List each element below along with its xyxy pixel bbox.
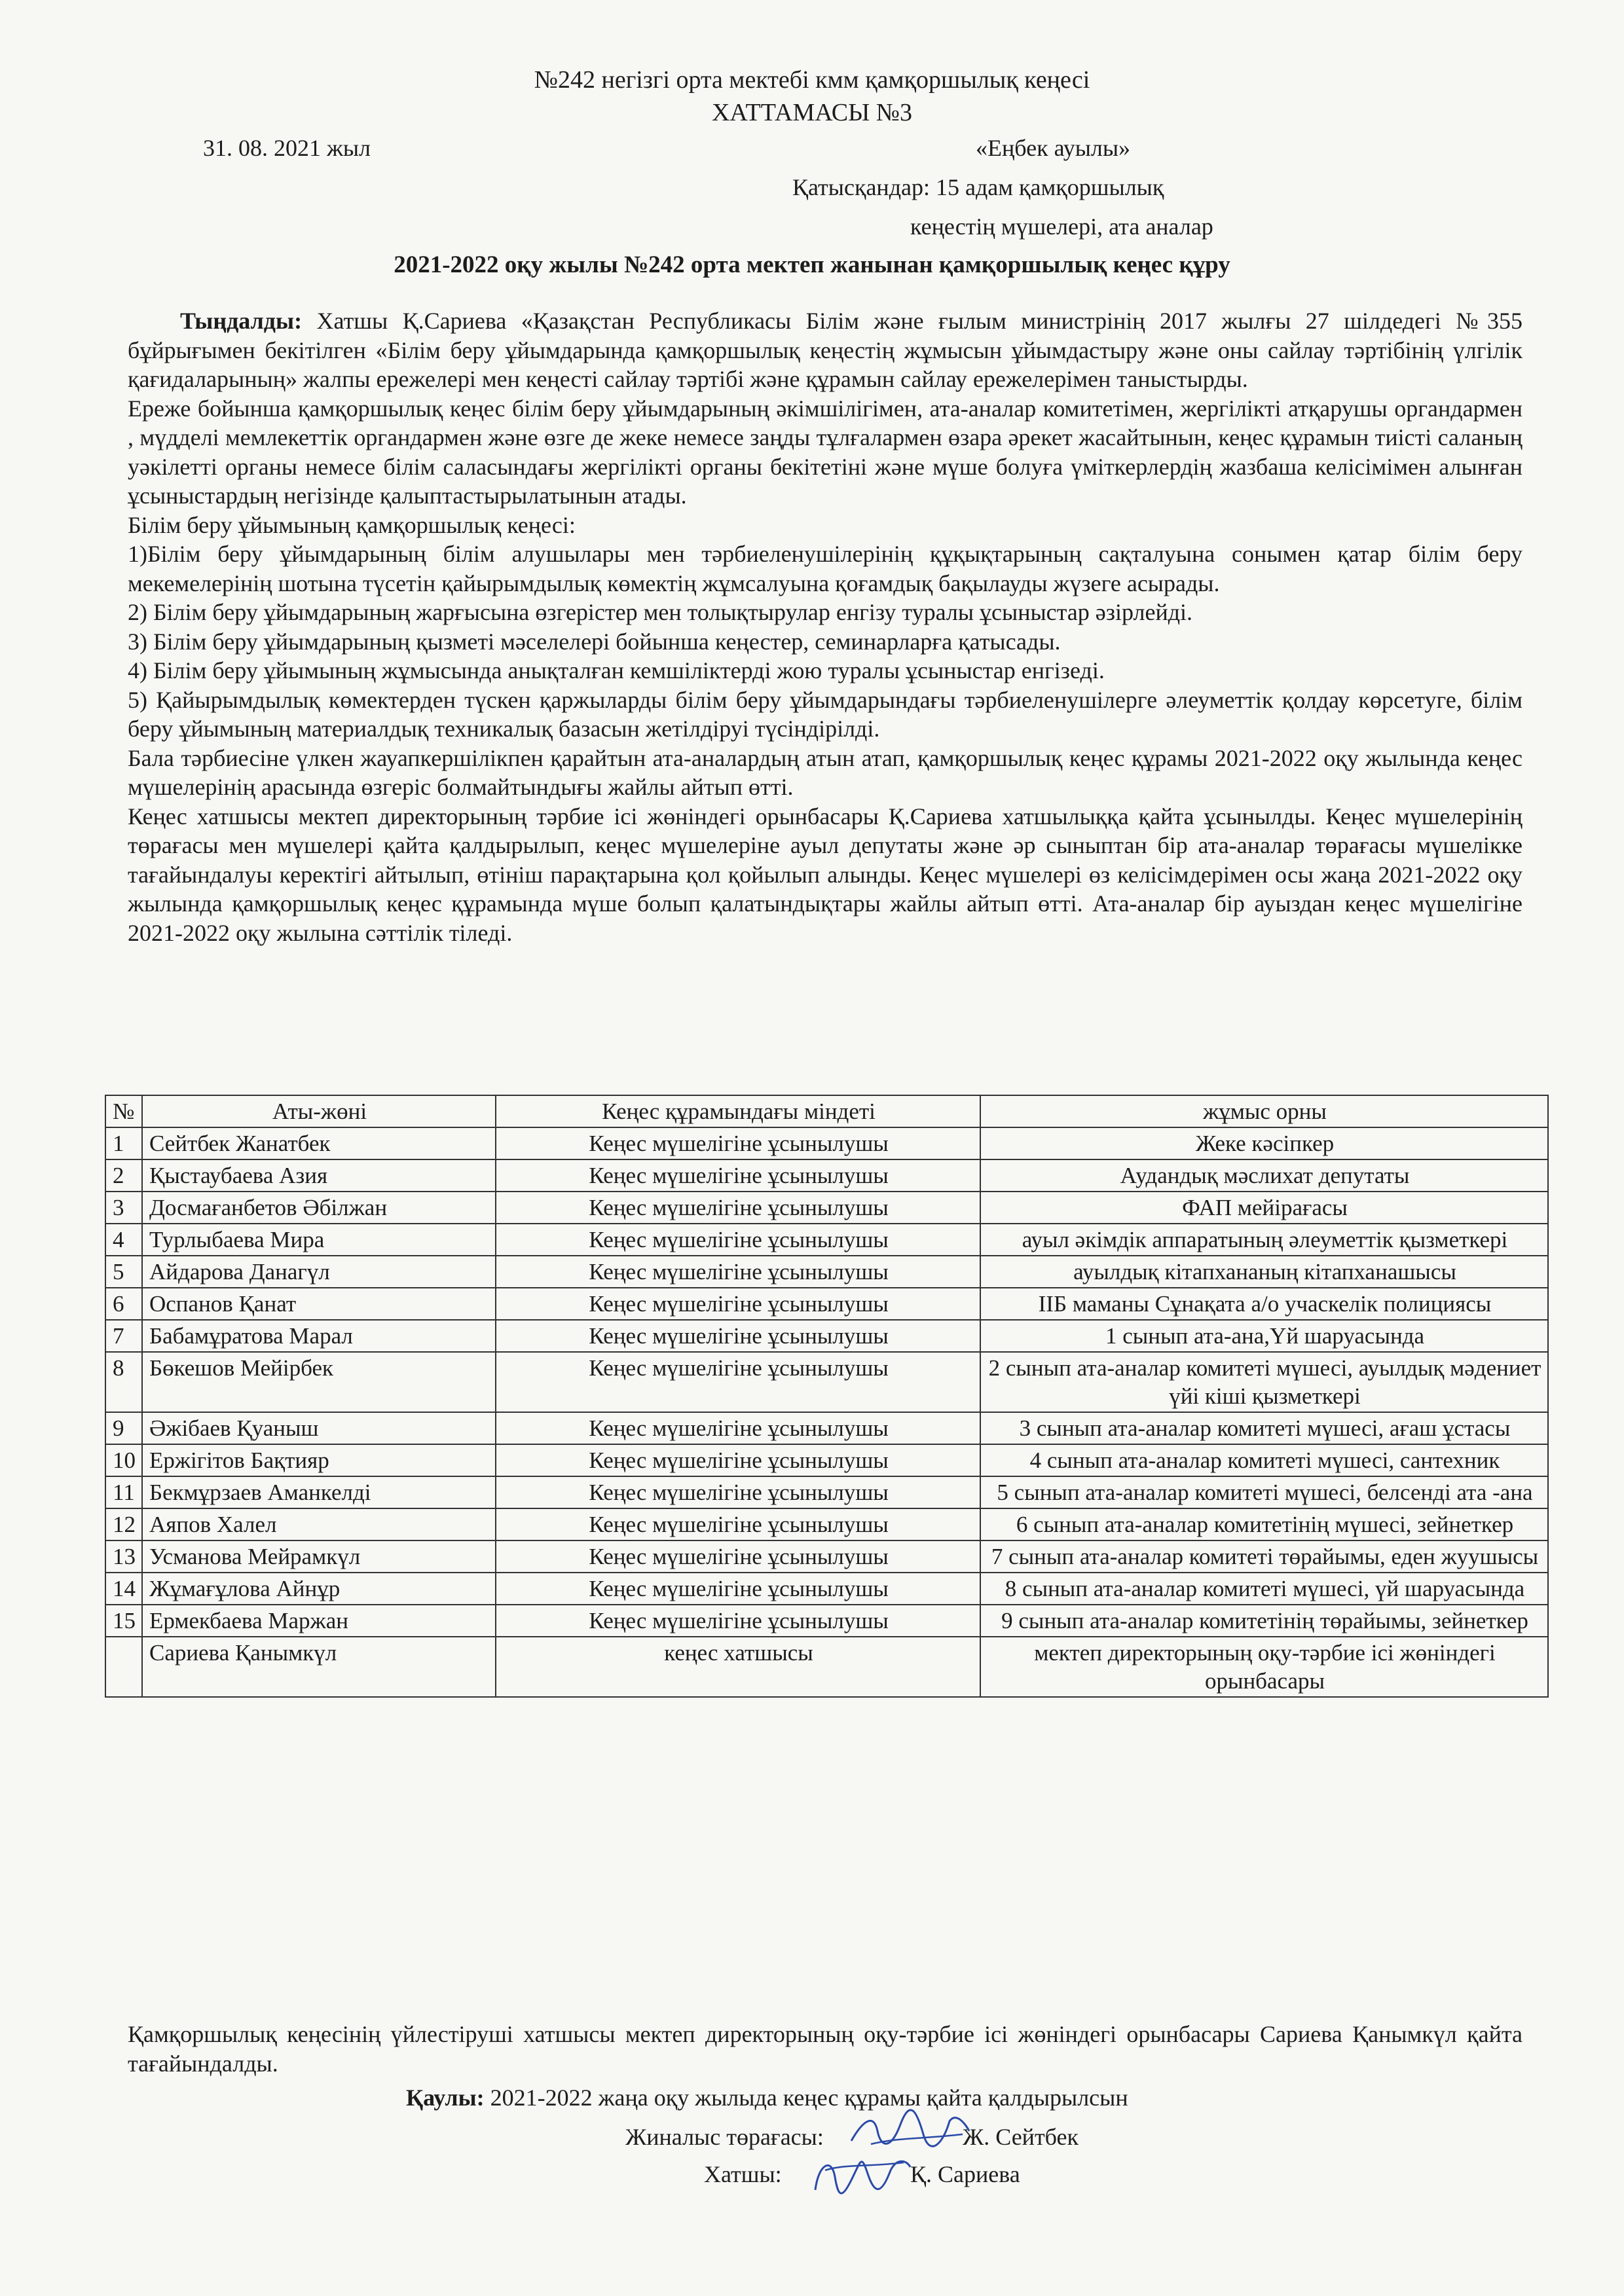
col-role-header: Кеңес құрамындағы міндеті: [496, 1095, 980, 1127]
table-row: [105, 1444, 1548, 1476]
member-work: 1 сынып ата-ана,Үй шаруасында: [980, 1320, 1548, 1352]
member-role: Кеңес мүшелігіне ұсынылушы: [496, 1605, 980, 1637]
members-table: [105, 1095, 1549, 1698]
member-name: Айдарова Данагүл: [142, 1256, 496, 1288]
row-number: 2: [105, 1159, 142, 1192]
member-work: 5 сынып ата-аналар комитеті мүшесі, белсенді ата -ана: [980, 1476, 1548, 1508]
row-number: 5: [105, 1256, 142, 1288]
member-name: Ержігітов Бақтияр: [142, 1444, 496, 1476]
table-row: [105, 1412, 1548, 1444]
school-council-title: №242 негізгі орта мектебі кмм қамқоршылық кеңесі: [534, 66, 1090, 94]
duty-item-3: 3) Білім беру ұйымдарының қызметі мәселелері бойынша кеңестер, семинарларға қатысады.: [128, 628, 1061, 655]
member-role: Кеңес мүшелігіне ұсынылушы: [496, 1476, 980, 1508]
row-number: 8: [105, 1352, 142, 1412]
participants-line-2: кеңестің мүшелері, ата аналар: [910, 213, 1213, 240]
table-row: [105, 1192, 1548, 1224]
member-work: 6 сынып ата-аналар комитетінің мүшесі, зейнеткер: [980, 1508, 1548, 1540]
member-name: Досмағанбетов Әбілжан: [142, 1192, 496, 1224]
row-number: 10: [105, 1444, 142, 1476]
table-row: [105, 1256, 1548, 1288]
duty-item-1: 1)Білім беру ұйымдарының білім алушылары мен тәрбиеленушілерінің құқықтарының сақталуына сонымен қатар білім беру мекемелерінің шотына түсетін қайырымдылық көмектің жұмсалуына қоғамдық бақылауды жүзеге асырады.: [128, 541, 1522, 596]
member-name: Усманова Мейрамкүл: [142, 1540, 496, 1573]
member-name: Ермекбаева Маржан: [142, 1605, 496, 1637]
member-name: Аяпов Халел: [142, 1508, 496, 1540]
row-number: 14: [105, 1573, 142, 1605]
duty-item-4: 4) Білім беру ұйымының жұмысында анықталған кемшіліктерді жою туралы ұсыныстар енгізеді.: [128, 657, 1105, 683]
member-work: 4 сынып ата-аналар комитеті мүшесі, сантехник: [980, 1444, 1548, 1476]
member-work: Аудандық мәслихат депутаты: [980, 1159, 1548, 1192]
protocol-body: [128, 306, 1522, 947]
member-work: 7 сынып ата-аналар комитеті төрайымы, еден жуушысы: [980, 1540, 1548, 1573]
member-name: Бабамұратова Марал: [142, 1320, 496, 1352]
member-name: Жұмағұлова Айнұр: [142, 1573, 496, 1605]
row-number: 3: [105, 1192, 142, 1224]
row-number: 9: [105, 1412, 142, 1444]
chair-label: Жиналыс төрағасы:: [625, 2124, 824, 2150]
member-work: 2 сынып ата-аналар комитеті мүшесі, ауылдық мәдениет үйі кіші қызметкері: [980, 1352, 1548, 1412]
secretary-name: Қ. Сариева: [910, 2161, 1020, 2187]
row-number: [105, 1637, 142, 1697]
member-role: Кеңес мүшелігіне ұсынылушы: [496, 1192, 980, 1224]
table-row: [105, 1508, 1548, 1540]
council-duties-heading: Білім беру ұйымының қамқоршылық кеңесі:: [128, 511, 576, 538]
row-number: 13: [105, 1540, 142, 1573]
table-row: [105, 1476, 1548, 1508]
member-name: Сариева Қанымкүл: [142, 1637, 496, 1697]
member-name: Турлыбаева Мира: [142, 1224, 496, 1256]
table-row: [105, 1540, 1548, 1573]
row-number: 11: [105, 1476, 142, 1508]
participants-line-1: Қатысқандар: 15 адам қамқоршылық: [792, 174, 1164, 200]
member-role: Кеңес мүшелігіне ұсынылушы: [496, 1320, 980, 1352]
table-row: [105, 1127, 1548, 1159]
heard-text: Хатшы Қ.Сариева «Қазақстан Республикасы Білім және ғылым министрінің 2017 жылғы 27 шілдедегі №355 бұйрығымен бекітілген «Білім беру ұйымдарында қамқоршылық кеңестің жұмысын ұйымдастыру және оны сайлау тәртібінің үлгілік қағидаларының» жалпы ережелері мен кеңесті сайлау тәртібі және құрамын сайлау ережелерімен таныстырды.: [128, 308, 1522, 392]
member-role: Кеңес мүшелігіне ұсынылушы: [496, 1573, 980, 1605]
member-role: кеңес хатшысы: [496, 1637, 980, 1697]
row-number: 4: [105, 1224, 142, 1256]
col-work-header: жұмыс орны: [980, 1095, 1548, 1127]
decision-line: [406, 2084, 1128, 2111]
member-work: ауылдық кітапхананың кітапханашысы: [980, 1256, 1548, 1288]
duty-item-5: 5) Қайырымдылық көмектерден түскен қаржыларды білім беру ұйымдарындағы тәрбиеленушілерге әлеуметтік қолдау көрсетуге, білім беру ұйымының материалдық техникалық базасын жетілдіруі түсіндірілді.: [128, 686, 1522, 742]
chair-name: Ж. Сейтбек: [963, 2124, 1079, 2150]
parents-paragraph: Бала тәрбиесіне үлкен жауапкершілікпен қарайтын ата-аналардың атын атап, қамқоршылық кеңес құрамы 2021-2022 оқу жылында кеңес мүшелерінің арасында өзгеріс болмайтындығы жайлы айтып өтті.: [128, 744, 1522, 800]
col-name-header: Аты-жөні: [142, 1095, 496, 1127]
member-work: мектеп директорының оқу-тәрбие ісі жөніндегі орынбасары: [980, 1637, 1548, 1697]
heard-label: Тыңдалды:: [180, 308, 303, 334]
heard-paragraph: [128, 306, 1522, 394]
secretary-signature: [805, 2144, 917, 2203]
row-number: 15: [105, 1605, 142, 1637]
member-work: ФАП мейірағасы: [980, 1192, 1548, 1224]
table-row: [105, 1159, 1548, 1192]
member-role: Кеңес мүшелігіне ұсынылушы: [496, 1352, 980, 1412]
table-row: [105, 1352, 1548, 1412]
decision-label: Қаулы:: [406, 2085, 485, 2111]
member-role: Кеңес мүшелігіне ұсынылушы: [496, 1256, 980, 1288]
row-number: 12: [105, 1508, 142, 1540]
member-role: Кеңес мүшелігіне ұсынылушы: [496, 1444, 980, 1476]
table-header-row: [105, 1095, 1548, 1127]
member-role: Кеңес мүшелігіне ұсынылушы: [496, 1508, 980, 1540]
member-name: Қыстаубаева Азия: [142, 1159, 496, 1192]
member-name: Әжібаев Қуаныш: [142, 1412, 496, 1444]
agenda-topic: 2021-2022 оқу жылы №242 орта мектеп жанынан қамқоршылық кеңес құру: [394, 251, 1230, 278]
protocol-number: ХАТТАМАСЫ №3: [711, 99, 913, 126]
row-number: 7: [105, 1320, 142, 1352]
table-row: [105, 1224, 1548, 1256]
member-name: Бекмұрзаев Аманкелді: [142, 1476, 496, 1508]
protocol-date: 31. 08. 2021 жыл: [203, 135, 371, 161]
row-number: 6: [105, 1288, 142, 1320]
village-name: «Еңбек ауылы»: [976, 135, 1131, 161]
member-name: Сейтбек Жанатбек: [142, 1127, 496, 1159]
member-role: Кеңес мүшелігіне ұсынылушы: [496, 1540, 980, 1573]
member-role: Кеңес мүшелігіне ұсынылушы: [496, 1159, 980, 1192]
member-work: 9 сынып ата-аналар комитетінің төрайымы, зейнеткер: [980, 1605, 1548, 1637]
secretary-paragraph: Кеңес хатшысы мектеп директорының тәрбие ісі жөніндегі орынбасары Қ.Сариева хатшылыққа қайта ұсынылды. Кеңес мүшелерінің төрағасы мен мүшелері қайта қалдырылып, кеңес мүшелеріне ауыл депутаты және әр сыныптан бір ата-аналар төрағасы мүшелікке тағайындалуы керектігі айтылып, өтініш парақтарына қол қойылып алынды. Кеңес мүшелері өз келісімдерімен осы жаңа 2021-2022 оқу жылында қамқоршылық кеңес құрамында мүше болып қалатындықтары жайлы айтып өтті. Ата-аналар бір ауыздан кеңес мүшелігіне 2021-2022 оқу жылына сәттілік тіледі.: [128, 803, 1522, 946]
decision-text: 2021-2022 жаңа оқу жылыда кеңес құрамы қайта қалдырылсын: [484, 2085, 1128, 2111]
duty-item-2: 2) Білім беру ұйымдарының жарғысына өзгерістер мен толықтырулар енгізу туралы ұсыныстар әзірлейді.: [128, 599, 1193, 625]
table-row: [105, 1605, 1548, 1637]
table-row: [105, 1320, 1548, 1352]
table-row: [105, 1573, 1548, 1605]
member-work: 8 сынып ата-аналар комитеті мүшесі, үй шаруасында: [980, 1573, 1548, 1605]
member-work: Жеке кәсіпкер: [980, 1127, 1548, 1159]
rules-paragraph: Ереже бойынша қамқоршылық кеңес білім беру ұйымдарының әкімшілігімен, ата-аналар комитетімен, жергілікті атқарушы органдармен , мүдделі мемлекеттік органдармен және өзге де жеке немесе заңды тұлғалармен өзара әрекет жасайтынын, кеңес құрамын тиісті саланың уәкілетті органы немесе білім саласындағы жергілікті органы бекітетіні және мүше болуға үміткерлердің жазбаша келісімімен алынған ұсыныстардың негізінде қалыптастырылатынын атады.: [128, 395, 1522, 509]
member-name: Бөкешов Мейірбек: [142, 1352, 496, 1412]
member-work: ІІБ маманы Сұнақата а/о учаскелік полициясы: [980, 1288, 1548, 1320]
member-work: 3 сынып ата-аналар комитеті мүшесі, ағаш ұстасы: [980, 1412, 1548, 1444]
table-row: [105, 1637, 1548, 1697]
member-role: Кеңес мүшелігіне ұсынылушы: [496, 1224, 980, 1256]
member-role: Кеңес мүшелігіне ұсынылушы: [496, 1288, 980, 1320]
member-name: Оспанов Қанат: [142, 1288, 496, 1320]
member-role: Кеңес мүшелігіне ұсынылушы: [496, 1412, 980, 1444]
col-number-header: №: [105, 1095, 142, 1127]
coordinator-paragraph: Қамқоршылық кеңесінің үйлестіруші хатшысы мектеп директорының оқу-тәрбие ісі жөніндегі орынбасары Сариева Қанымкүл қайта тағайындалды.: [128, 2021, 1522, 2077]
table-row: [105, 1288, 1548, 1320]
row-number: 1: [105, 1127, 142, 1159]
member-role: Кеңес мүшелігіне ұсынылушы: [496, 1127, 980, 1159]
secretary-label: Хатшы:: [704, 2161, 782, 2187]
member-work: ауыл әкімдік аппаратының әлеуметтік қызметкері: [980, 1224, 1548, 1256]
